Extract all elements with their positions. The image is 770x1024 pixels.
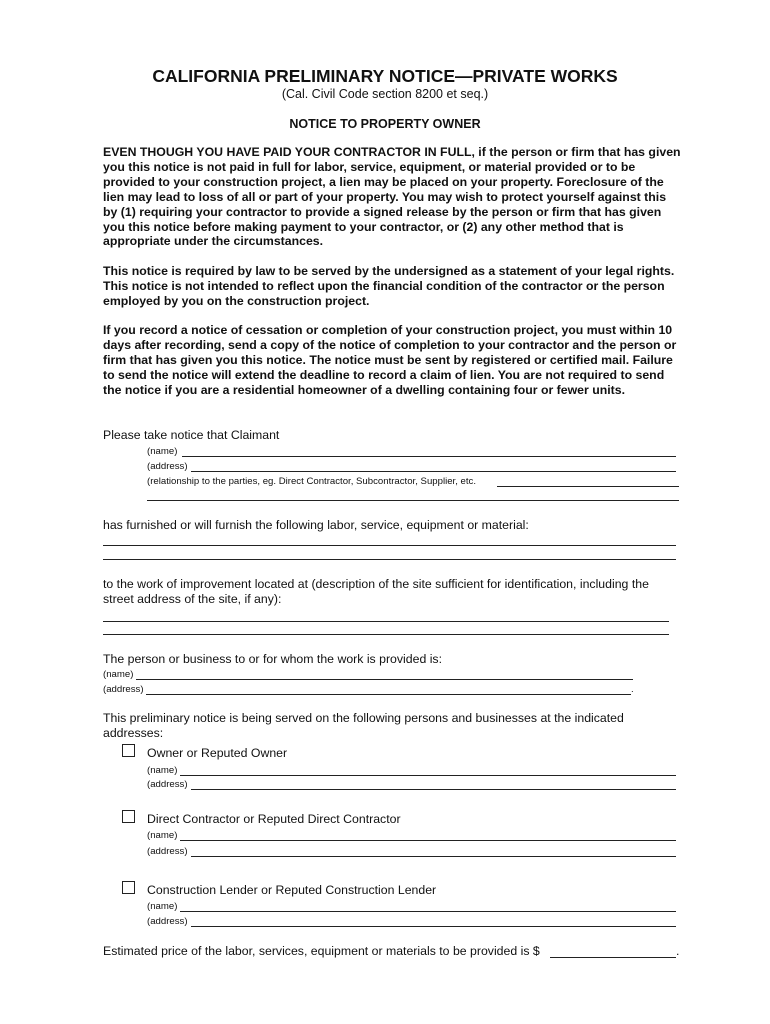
estimated-price-field[interactable] xyxy=(550,957,676,958)
owner-address-label: (address) xyxy=(147,779,188,790)
furnish-field-2[interactable] xyxy=(103,559,676,560)
construction-lender-name-label: (name) xyxy=(147,901,178,912)
document-subtitle: (Cal. Civil Code section 8200 et seq.) xyxy=(281,87,489,101)
construction-lender-address-field[interactable] xyxy=(191,926,676,927)
provided-to-address-field[interactable] xyxy=(146,694,631,695)
claimant-relationship-field-extra[interactable] xyxy=(147,500,679,501)
construction-lender-address-label: (address) xyxy=(147,916,188,927)
claimant-relationship-label: (relationship to the parties, eg. Direct Contractor, Subcontractor, Supplier, etc. xyxy=(147,476,477,487)
direct-contractor-address-label: (address) xyxy=(147,846,188,857)
claimant-intro: Please take notice that Claimant xyxy=(103,428,280,442)
claimant-relationship-field[interactable] xyxy=(497,486,679,487)
warning-paragraph: EVEN THOUGH YOU HAVE PAID YOUR CONTRACTOR IN FULL, if the person or firm that has given you this notice is not paid in full for labor, service, equipment, or material provided or to be provided to your construction project, a lien may be placed on your property. Foreclosure of the lien may lead to loss of all or part of your property. You may wish to protect yourself against this by (1) requiring your contractor to provide a signed release by the person or firm that has given you this notice before making payment to your contractor, or (2) any other method that is appropriate under the circumstances. xyxy=(103,145,681,249)
work-location-field-2[interactable] xyxy=(103,634,669,635)
notice-heading: NOTICE TO PROPERTY OWNER xyxy=(289,117,481,131)
claimant-name-field[interactable] xyxy=(182,456,676,457)
provided-to-text: The person or business to or for whom the work is provided is: xyxy=(103,652,442,666)
provided-to-address-label: (address) xyxy=(103,684,144,695)
provided-to-name-field[interactable] xyxy=(136,679,633,680)
furnish-text: has furnished or will furnish the following labor, service, equipment or material: xyxy=(103,518,529,532)
direct-contractor-name-field[interactable] xyxy=(180,840,676,841)
claimant-name-label: (name) xyxy=(147,446,178,457)
provided-to-period: . xyxy=(631,684,634,695)
construction-lender-name-field[interactable] xyxy=(180,911,676,912)
completion-notice-paragraph: If you record a notice of cessation or completion of your construction project, you must within 10 days after recording, send a copy of the notice of completion to your contractor and the person or firm that has given you this notice. The notice must be sent by registered or certified mail. Failure to send the notice will extend the deadline to record a claim of lien. You are not required to send the notice if you are a residential homeowner of a dwelling containing four or fewer units. xyxy=(103,323,677,397)
estimated-price-period: . xyxy=(676,944,680,958)
estimated-price-text: Estimated price of the labor, services, equipment or materials to be provided is $ xyxy=(103,944,540,958)
legal-rights-paragraph: This notice is required by law to be served by the undersigned as a statement of your legal rights. This notice is not intended to reflect upon the financial condition of the contractor or the person employed by you on the construction project. xyxy=(103,264,675,308)
owner-address-field[interactable] xyxy=(191,789,676,790)
owner-checkbox[interactable] xyxy=(122,744,135,757)
direct-contractor-name-label: (name) xyxy=(147,830,178,841)
owner-label: Owner or Reputed Owner xyxy=(147,746,288,760)
direct-contractor-checkbox[interactable] xyxy=(122,810,135,823)
owner-name-label: (name) xyxy=(147,765,178,776)
document-title: CALIFORNIA PRELIMINARY NOTICE—PRIVATE WORKS xyxy=(152,66,618,86)
construction-lender-checkbox[interactable] xyxy=(122,881,135,894)
owner-name-field[interactable] xyxy=(180,775,676,776)
work-location-text: to the work of improvement located at (description of the site sufficient for identification, including the street address of the site, if any): xyxy=(103,577,649,606)
furnish-field-1[interactable] xyxy=(103,545,676,546)
provided-to-name-label: (name) xyxy=(103,669,134,680)
direct-contractor-label: Direct Contractor or Reputed Direct Contractor xyxy=(147,812,401,826)
claimant-address-label: (address) xyxy=(147,461,188,472)
work-location-field-1[interactable] xyxy=(103,621,669,622)
direct-contractor-address-field[interactable] xyxy=(191,856,676,857)
served-text: This preliminary notice is being served on the following persons and businesses at the indicated addresses: xyxy=(103,711,624,740)
construction-lender-label: Construction Lender or Reputed Construction Lender xyxy=(147,883,437,897)
claimant-address-field[interactable] xyxy=(191,471,676,472)
